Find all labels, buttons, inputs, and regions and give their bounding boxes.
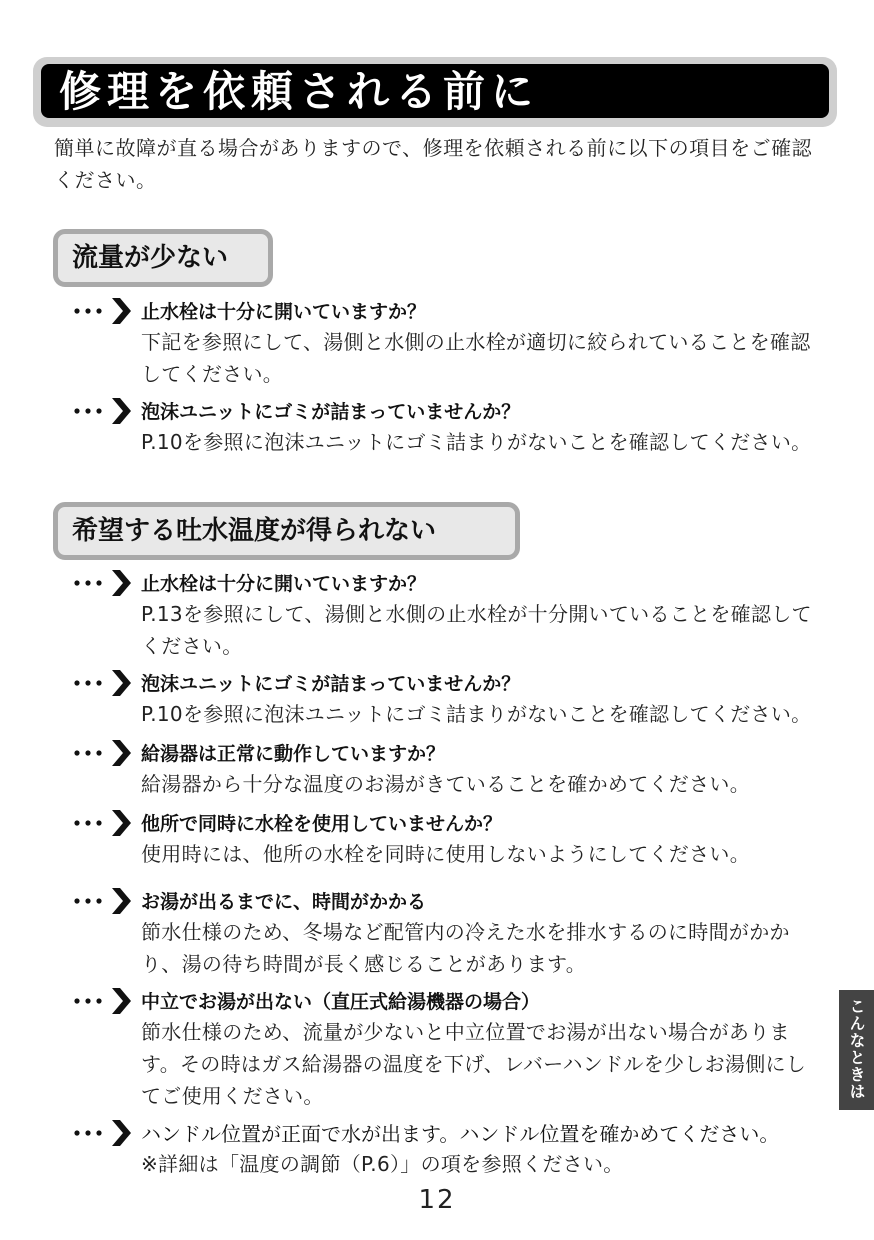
item-title: 泡沫ユニットにゴミが詰まっていませんか？	[141, 673, 521, 695]
list-item	[72, 296, 817, 386]
item-title: 止水栓は十分に開いていますか？	[141, 573, 427, 595]
title-inner	[41, 64, 829, 118]
arrow-bullet-icon	[72, 1118, 134, 1148]
item-body: P.13を参照にして、湯側と水側の止水栓が十分開いていることを確認してください。	[141, 602, 812, 658]
arrow-bullet-icon	[72, 668, 134, 698]
item-body: P.10を参照に泡沫ユニットにゴミ詰まりがないことを確認してください。	[141, 430, 812, 454]
item-title: 泡沫ユニットにゴミが詰まっていませんか？	[141, 401, 521, 423]
list-item	[72, 668, 817, 728]
item-body: P.10を参照に泡沫ユニットにゴミ詰まりがないことを確認してください。	[141, 702, 812, 726]
list-item	[72, 738, 817, 798]
side-tab-troubleshooting	[839, 990, 874, 1110]
title-bar	[33, 57, 837, 127]
list-item	[72, 1118, 817, 1178]
item-body: ※詳細は「温度の調節（P.6）」の項を参照ください。	[141, 1152, 624, 1176]
list-item	[72, 886, 817, 976]
arrow-bullet-icon	[72, 808, 134, 838]
section-heading-low-flow	[53, 229, 273, 287]
arrow-bullet-icon	[72, 986, 134, 1016]
list-item	[72, 568, 817, 658]
item-title: 中立でお湯が出ない（直圧式給湯機器の場合）	[141, 991, 541, 1013]
section-heading-text: 希望する吐水温度が得られない	[72, 516, 437, 546]
item-title: 給湯器は正常に動作していますか？	[141, 743, 446, 765]
page-title: 修理を依頼される前に	[59, 67, 540, 116]
section-heading-text: 流量が少ない	[72, 243, 229, 273]
arrow-bullet-icon	[72, 568, 134, 598]
arrow-bullet-icon	[72, 738, 134, 768]
item-title: 他所で同時に水栓を使用していませんか？	[141, 813, 503, 835]
intro-text: 簡単に故障が直る場合がありますので、修理を依頼される前に以下の項目をご確認ください。	[54, 136, 813, 192]
arrow-bullet-icon	[72, 396, 134, 426]
arrow-bullet-icon	[72, 886, 134, 916]
item-body: 給湯器から十分な温度のお湯がきていることを確かめてください。	[141, 772, 750, 796]
item-body: 節水仕様のため、流量が少ないと中立位置でお湯が出ない場合があります。その時はガス給湯器の温度を下げ、レバーハンドルを少しお湯側にしてご使用ください。	[141, 1020, 807, 1108]
list-item	[72, 396, 817, 460]
page-number: 12	[418, 1185, 456, 1215]
list-item	[72, 986, 817, 1106]
list-item	[72, 808, 817, 868]
arrow-bullet-icon	[72, 296, 134, 326]
item-title: 止水栓は十分に開いていますか？	[141, 301, 427, 323]
item-title: ハンドル位置が正面で水が出ます。ハンドル位置を確かめてください。	[141, 1122, 780, 1146]
item-body: 節水仕様のため、冬場など配管内の冷えた水を排水するのに時間がかかり、湯の待ち時間が長く感じることがあります。	[141, 920, 790, 976]
side-tab-label: こんなときは	[847, 998, 866, 1100]
item-body: 下記を参照にして、湯側と水側の止水栓が適切に絞られていることを確認してください。	[141, 330, 811, 386]
section-heading-temperature	[53, 502, 520, 560]
item-title: お湯が出るまでに、時間がかかる	[141, 891, 427, 913]
item-body: 使用時には、他所の水栓を同時に使用しないようにしてください。	[141, 842, 750, 866]
